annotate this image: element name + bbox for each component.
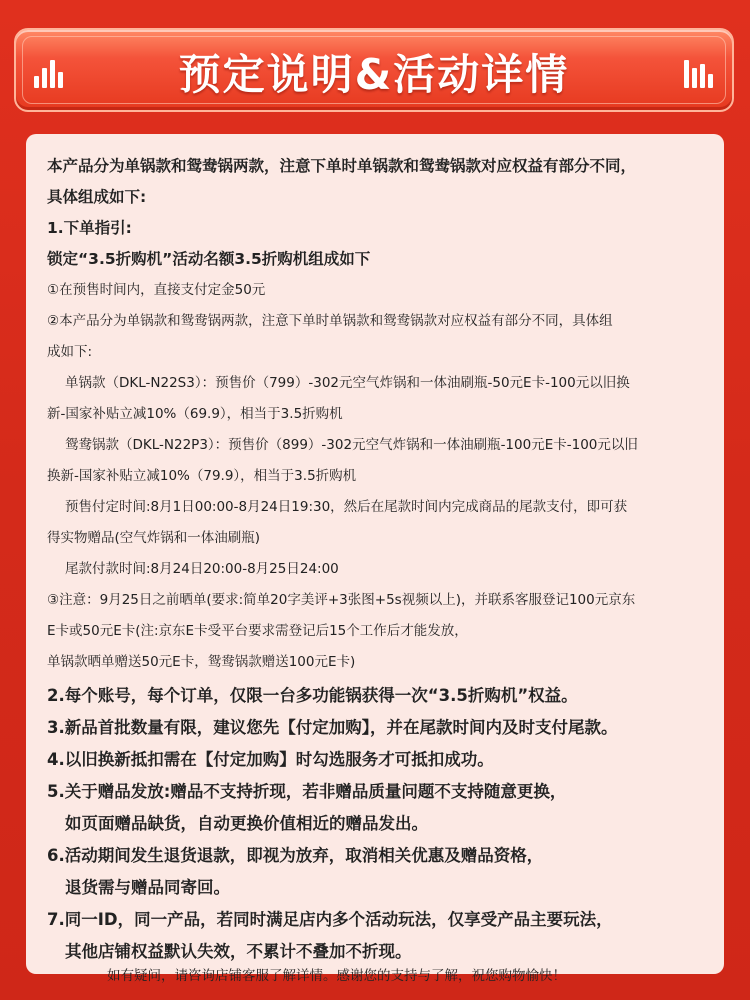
bar-chart-icon <box>684 60 714 88</box>
title-banner <box>14 28 734 112</box>
rule-item: 6.活动期间发生退货退款，即视为放弃，取消相关优惠及赠品资格， <box>47 846 544 865</box>
text-line: 鸳鸯锅款（DKL-N22P3）：预售价（899）-302元空气炸锅和一体油刷瓶-100元E卡-100元以旧 <box>65 437 638 453</box>
text-line: 新-国家补贴立减10%（69.9），相当于3.5折购机 <box>47 406 343 422</box>
rule-item: 退货需与赠品同寄回。 <box>65 878 230 897</box>
rule-item: 7.同一ID，同一产品，若同时满足店内多个活动玩法，仅享受产品主要玩法， <box>47 910 613 929</box>
text-line: E卡或50元E卡(注:京东E卡受平台要求需登记后15个工作后才能发放， <box>47 623 468 639</box>
text-line: 成如下: <box>47 344 93 360</box>
text-line: ①在预售时间内，直接支付定金50元 <box>47 282 266 298</box>
rule-item: 5.关于赠品发放:赠品不支持折现，若非赠品质量问题不支持随意更换， <box>47 782 567 801</box>
intro-line: 本产品分为单锅款和鸳鸯锅两款，注意下单时单锅款和鸳鸯锅款对应权益有部分不同， <box>47 157 637 175</box>
text-line: 单锅款晒单赠送50元E卡，鸳鸯锅款赠送100元E卡) <box>47 654 356 670</box>
text-line: 得实物赠品(空气炸锅和一体油刷瓶) <box>47 530 261 546</box>
text-line: 单锅款（DKL-N22S3）：预售价（799）-302元空气炸锅和一体油刷瓶-50元E卡-100元以旧换 <box>65 375 630 391</box>
rule-item: 其他店铺权益默认失效，不累计不叠加不折现。 <box>65 942 412 961</box>
closing-note: 如有疑问，请咨询店铺客服了解详情。感谢您的支持与了解，祝您购物愉快！ <box>107 968 566 984</box>
rule-item: 2.每个账号，每个订单，仅限一台多功能锅获得一次“3.5折购机”权益。 <box>47 686 578 705</box>
rule-item: 4.以旧换新抵扣需在【付定加购】时勾选服务才可抵扣成功。 <box>47 750 494 769</box>
rule-item: 如页面赠品缺货，自动更换价值相近的赠品发出。 <box>65 814 428 833</box>
section-heading: 1.下单指引: <box>47 219 132 237</box>
text-line: 换新-国家补贴立减10%（79.9），相当于3.5折购机 <box>47 468 357 484</box>
text-line: ②本产品分为单锅款和鸳鸯锅两款，注意下单时单锅款和鸳鸯锅款对应权益有部分不同，具体组 <box>47 313 613 329</box>
text-line: 预售付定时间:8月1日00:00-8月24日19:30，然后在尾款时间内完成商品的尾款支付，即可获 <box>65 499 628 515</box>
text-line: ③注意：9月25日之前晒单(要求:简单20字美评+3张图+5s视频以上)，并联系客服登记100元京东 <box>47 592 636 608</box>
rule-item: 3.新品首批数量有限，建议您先【付定加购】，并在尾款时间内及时支付尾款。 <box>47 718 618 737</box>
details-panel <box>26 134 724 984</box>
text-line: 尾款付款时间:8月24日20:00-8月25日24:00 <box>65 561 339 577</box>
text-line: 锁定“3.5折购机”活动名额3.5折购机组成如下 <box>47 250 371 268</box>
intro-line: 具体组成如下: <box>47 188 147 206</box>
page-title: 预定说明&活动详情 <box>178 50 570 99</box>
